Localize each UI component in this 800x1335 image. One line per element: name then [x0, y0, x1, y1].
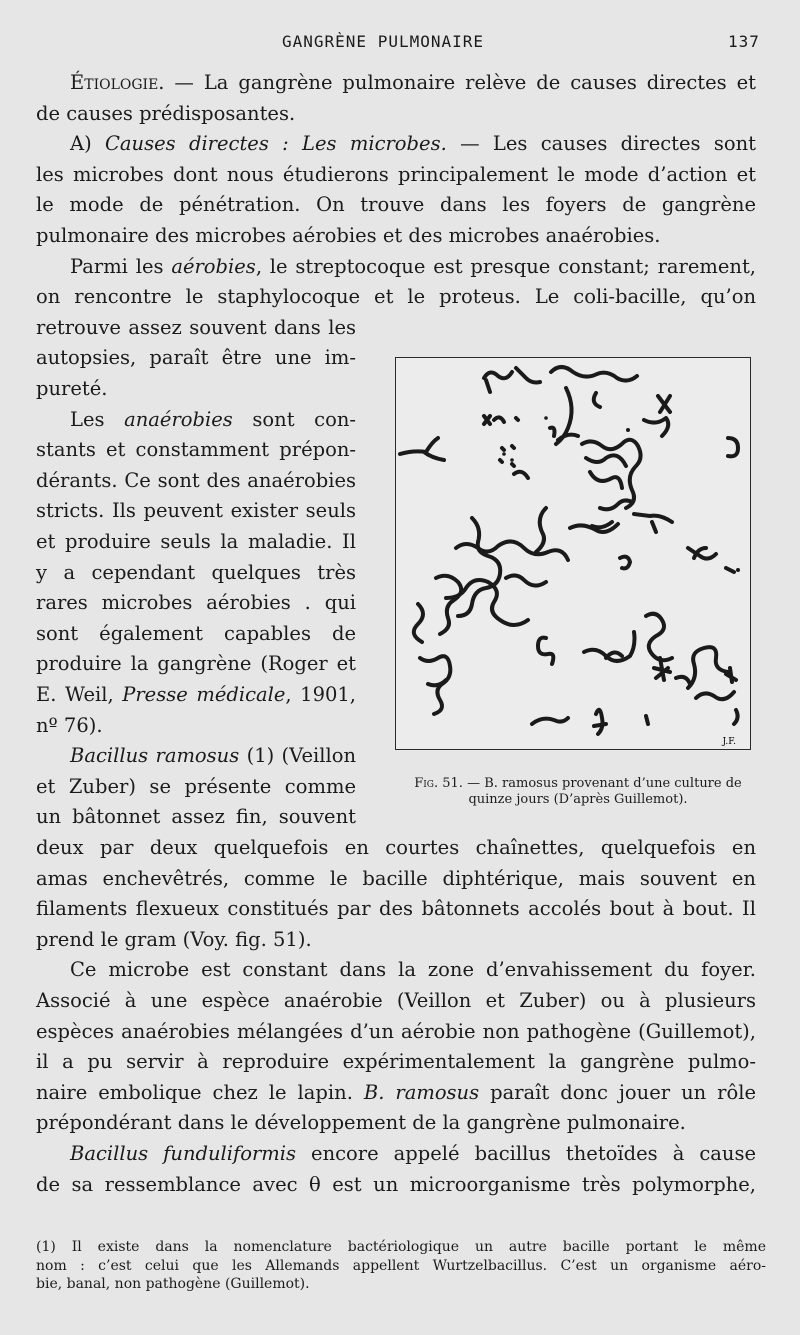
caption-line-2: quinze jours (D’après Guillemot).: [468, 792, 688, 807]
text-line: sont également capables de: [36, 621, 356, 645]
caption-label: Fig. 51.: [414, 776, 463, 791]
text-segment: A): [70, 132, 105, 156]
text-line: et Zuber) se présente comme: [36, 774, 356, 798]
text-line: il a pu servir à reproduire expérimentalement la gangrène pulmo-: [36, 1050, 756, 1074]
text-segment: Les: [70, 407, 125, 431]
italic-term: B. ramosus: [363, 1080, 480, 1104]
text-line: prend le gram (Voy. fig. 51).: [36, 927, 312, 951]
page-number: 137: [728, 32, 760, 51]
running-title: GANGRÈNE PULMONAIRE: [282, 32, 485, 51]
text-segment: (1) (Veillon: [239, 744, 356, 768]
text-line: retrouve assez souvent dans les: [36, 315, 356, 339]
italic-term: anaérobies: [124, 407, 233, 431]
text-line: les microbes dont nous étudierons principalement le mode d’action et: [36, 162, 756, 186]
text-line: [36, 68, 756, 99]
text-line: [36, 252, 756, 283]
text-line: stants et constamment prépon-: [36, 438, 356, 462]
figure-51: [395, 357, 751, 750]
text-line: le mode de pénétration. On trouve dans les foyers de gangrène: [36, 193, 756, 217]
text-line: on rencontre le staphylocoque et le proteus. Le coli-bacille, qu’on: [36, 285, 756, 309]
footnote-line: (1) Il existe dans la nomenclature bactériologique un autre bacille portant le même: [36, 1239, 766, 1255]
text-segment: E. Weil,: [36, 683, 123, 706]
figure-signature: J.F.: [722, 737, 736, 747]
italic-term: Bacillus ramosus: [70, 744, 240, 768]
text-line: deux par deux quelquefois en courtes chaînettes, quelquefois en: [36, 836, 756, 859]
text-line: filaments flexueux constitués par des bâtonnets accolés bout à bout. Il: [36, 897, 756, 921]
text-line: de sa ressemblance avec θ est un microorganisme très polymorphe,: [36, 1172, 756, 1196]
text-line: [36, 405, 356, 436]
text-line: amas enchevêtrés, comme le bacille diphtérique, mais souvent en: [36, 866, 756, 890]
text-line: produire la gangrène (Roger et: [36, 652, 356, 676]
text-segment: , le streptocoque est presque constant; rarement,: [255, 254, 756, 278]
text-segment: — La gangrène pulmonaire relève de causes directes et: [164, 71, 756, 94]
text-line: un bâtonnet assez fin, souvent: [36, 805, 356, 829]
text-line: nº 76).: [36, 713, 103, 737]
text-line: [36, 741, 356, 772]
text-segment: encore appelé bacillus thetoïdes à cause: [296, 1142, 756, 1165]
text-line: Associé à une espèce anaérobie (Veillon et Zuber) ou à plusieurs: [36, 989, 756, 1012]
text-segment: Parmi les: [70, 254, 172, 278]
text-line: Ce microbe est constant dans la zone d’envahissement du foyer.: [70, 958, 756, 982]
italic-term: Causes directes : Les microbes.: [105, 132, 447, 156]
text-line: rares microbes aérobies . qui: [36, 591, 356, 615]
italic-term: Presse médicale: [122, 683, 286, 706]
italic-term: Bacillus funduliformis: [70, 1142, 297, 1165]
caption-line-1: — B. ramosus provenant d’une culture de: [462, 776, 742, 791]
section-heading: Étiologie.: [70, 71, 165, 94]
text-segment: , 1901,: [285, 683, 356, 706]
text-line: autopsies, paraît être une im-: [36, 346, 356, 370]
text-segment: sont con-: [232, 407, 356, 431]
text-line: prépondérant dans le développement de la gangrène pulmonaire.: [36, 1111, 686, 1135]
text-line: et produire seuls la maladie. Il: [36, 530, 356, 553]
text-line: [36, 129, 756, 160]
italic-term: aérobies: [171, 254, 256, 278]
text-line: de causes prédisposantes.: [36, 101, 296, 125]
figure-caption: [388, 776, 768, 808]
text-line: stricts. Ils peuvent exister seuls: [36, 499, 356, 523]
footnote-line: nom : c’est celui que les Allemands appellent Wurtzelbacillus. C’est un organisme aéro-: [36, 1257, 766, 1274]
footnote-line: bie, banal, non pathogène (Guillemot).: [36, 1276, 310, 1292]
bacteria-illustration: [396, 358, 749, 748]
text-line: espèces anaérobies mélangées d’un aérobie non pathogène (Guillemot),: [36, 1019, 756, 1043]
text-line: y a cependant quelques très: [36, 560, 356, 584]
text-line: dérants. Ce sont des anaérobies: [36, 468, 356, 492]
text-segment: paraît donc jouer un rôle: [479, 1080, 756, 1104]
text-segment: — Les causes directes sont: [446, 132, 756, 156]
text-line: pureté.: [36, 377, 108, 400]
text-line: [36, 1139, 756, 1170]
text-line: pulmonaire des microbes aérobies et des microbes anaérobies.: [36, 224, 661, 247]
text-line: [36, 1078, 756, 1109]
text-line: [36, 680, 356, 711]
text-segment: naire embolique chez le lapin.: [36, 1080, 364, 1104]
